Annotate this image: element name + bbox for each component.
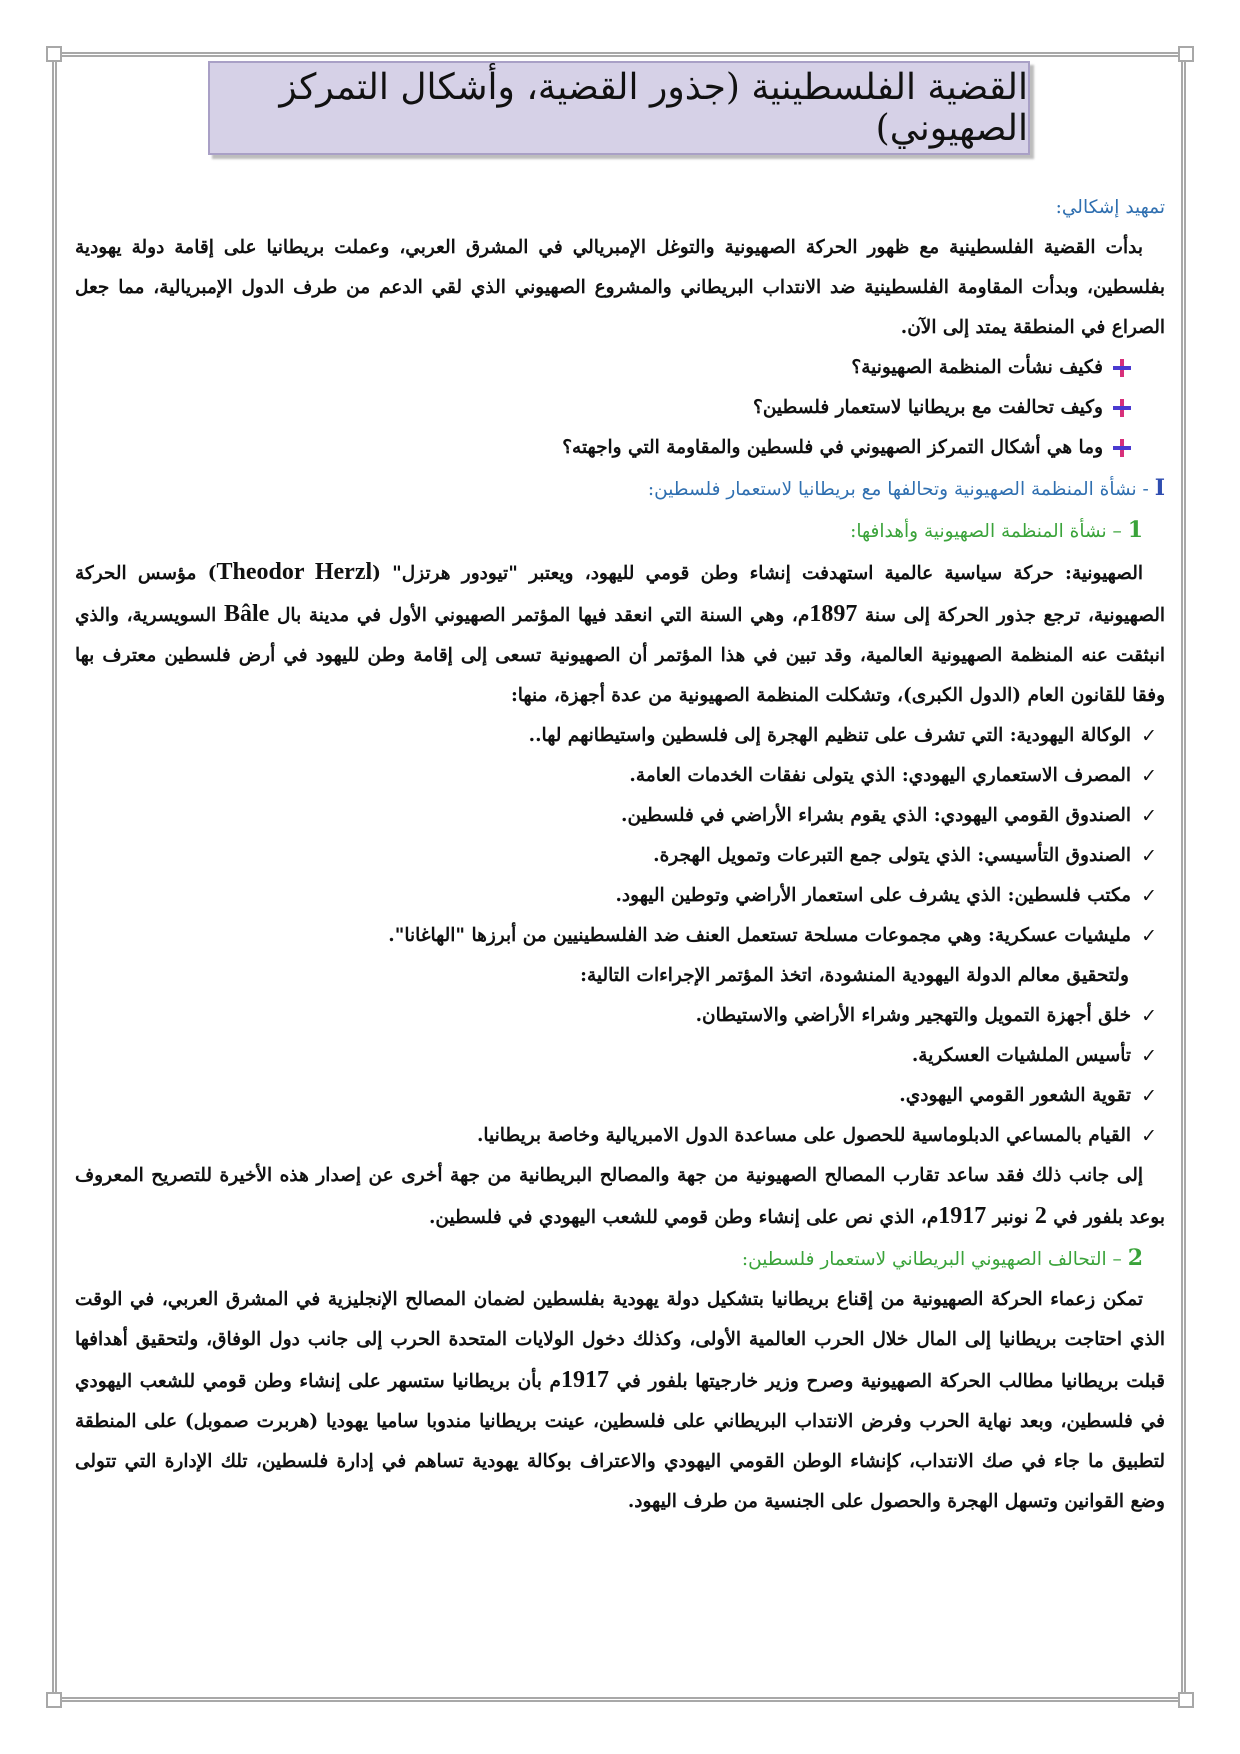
zionism-paragraph: [75, 552, 1165, 716]
balfour-paragraph: [75, 1156, 1165, 1238]
list-item-text: مكتب فلسطين: الذي يشرف على استعمار الأراضي وتوطين اليهود.: [615, 885, 1132, 906]
section-number: I: [1154, 475, 1165, 501]
cross-bullet-icon: [1113, 399, 1131, 417]
text-run: تمكن زعماء الحركة الصهيونية من إقناع بريطانيا بتشكيل دولة يهودية بفلسطين لضمان المصالح الإنجليزية في المشرق العربي، في الوقت الذي احتاجت بريطانيا إلى المال خلال الحرب العالمية الأولى، وكذلك دخول الولايات المتحدة الحرب إلى جانب دول الوفاق، ولتحقيق أهدافها قبلت بريطانيا مطالب الحركة الصهيونية وصرح وزير خارجيتها بلفور في: [75, 1289, 1166, 1392]
question-item: [75, 348, 1165, 388]
list-item: [75, 836, 1165, 876]
checkmark-icon: ✓: [1141, 925, 1157, 947]
list-item-text: مليشيات عسكرية: وهي مجموعات مسلحة تستعمل العنف ضد الفلسطينيين من أبرزها "الهاغانا".: [388, 925, 1132, 946]
subsection-heading: [75, 1238, 1165, 1280]
city-bale: Bâle: [223, 601, 270, 627]
text-run: م، وهي السنة التي انعقد فيها المؤتمر الصهيوني الأول في مدينة بال: [269, 605, 810, 626]
list-item: [75, 756, 1165, 796]
measures-intro: ولتحقيق معالم الدولة اليهودية المنشودة، اتخذ المؤتمر الإجراءات التالية:: [580, 965, 1129, 986]
frame-corner-top-right: [1178, 46, 1194, 62]
cross-bullet-icon: [1113, 359, 1131, 377]
subsection-title: – نشأة المنظمة الصهيونية وأهدافها:: [850, 521, 1122, 542]
document-body: [75, 188, 1165, 1688]
checkmark-icon: ✓: [1141, 1005, 1157, 1027]
text-run: م، الذي نص على إنشاء وطن قومي للشعب اليهودي في فلسطين.: [428, 1207, 939, 1228]
text-run: ) مؤسس الحركة الصهيونية، ترجع جذور الحركة إلى سنة: [75, 563, 1165, 626]
year-1917: 1917: [938, 1203, 987, 1229]
question-text: وما هي أشكال التمركز الصهيوني في فلسطين والمقاومة التي واجهته؟: [562, 437, 1103, 458]
day-number: 2: [1034, 1203, 1047, 1229]
list-item: [75, 1116, 1165, 1156]
page-title: القضية الفلسطينية (جذور القضية، وأشكال التمركز الصهيوني): [279, 67, 1028, 149]
list-item: [75, 1036, 1165, 1076]
list-item-text: تأسيس الملشيات العسكرية.: [911, 1045, 1132, 1066]
text-run: الصهيونية: حركة سياسية عالمية استهدفت إنشاء وطن قومي لليهود، ويعتبر "تيودور هرتزل" (: [372, 563, 1143, 584]
subsection-number: 2: [1127, 1245, 1143, 1271]
intro-paragraph: بدأت القضية الفلسطينية مع ظهور الحركة الصهيونية والتوغل الإمبريالي في المشرق العربي، وعملت بريطانيا على إقامة دولة يهودية بفلسطين، وبدأت المقاومة الفلسطينية ضد الانتداب البريطاني والمشروع الصهيوني الذي لقي الدعم من طرف الدول الإمبريالية، مما جعل الصراع في المنطقة يمتد إلى الآن.: [75, 237, 1165, 338]
checkmark-icon: ✓: [1141, 725, 1157, 747]
question-item: [75, 388, 1165, 428]
list-item-text: خلق أجهزة التمويل والتهجير وشراء الأراضي والاستيطان.: [695, 1005, 1132, 1026]
list-item: [75, 796, 1165, 836]
question-item: [75, 428, 1165, 468]
checkmark-icon: ✓: [1141, 1085, 1157, 1107]
list-item-text: المصرف الاستعماري اليهودي: الذي يتولى نفقات الخدمات العامة.: [629, 765, 1132, 786]
section-title: - نشأة المنظمة الصهيونية وتحالفها مع بريطانيا لاستعمار فلسطين:: [647, 479, 1149, 500]
checkmark-icon: ✓: [1141, 805, 1157, 827]
cross-bullet-icon: [1113, 439, 1131, 457]
frame-corner-bottom-right: [1178, 1692, 1194, 1708]
list-item-text: الصندوق القومي اليهودي: الذي يقوم بشراء الأراضي في فلسطين.: [621, 805, 1132, 826]
herzl-name: Theodor Herzl: [216, 559, 373, 585]
subsection-heading: [75, 510, 1165, 552]
checkmark-icon: ✓: [1141, 845, 1157, 867]
title-box: [208, 61, 1030, 155]
checkmark-icon: ✓: [1141, 1045, 1157, 1067]
list-item: [75, 1076, 1165, 1116]
checkmark-icon: ✓: [1141, 885, 1157, 907]
question-text: وكيف تحالفت مع بريطانيا لاستعمار فلسطين؟: [753, 397, 1103, 418]
checkmark-icon: ✓: [1141, 1125, 1157, 1147]
subsection-title: – التحالف الصهيوني البريطاني لاستعمار فلسطين:: [741, 1249, 1122, 1270]
alliance-paragraph: [75, 1280, 1165, 1522]
list-item: [75, 876, 1165, 916]
list-item-text: القيام بالمساعي الدبلوماسية للحصول على مساعدة الدول الامبريالية وخاصة بريطانيا.: [476, 1125, 1132, 1146]
section-heading: [75, 468, 1165, 510]
checkmark-icon: ✓: [1141, 765, 1157, 787]
list-item: [75, 996, 1165, 1036]
text-run: م بأن بريطانيا ستسهر على إنشاء وطن قومي للشعب اليهودي في فلسطين، وبعد نهاية الحرب وفرض الانتداب البريطاني على فلسطين، عينت بريطانيا مندوبا ساميا يهوديا (هربرت صموبل) على المنطقة لتطبيق ما جاء في صك الانتداب، كإنشاء الوطن القومي اليهودي والاعتراف بوكالة يهودية تساهم في إدارة فلسطين، تلك الإدارة التي تتولى وضع القوانين وتسهل الهجرة والحصول على الجنسية من طرف اليهود.: [75, 1371, 1165, 1512]
list-item: [75, 716, 1165, 756]
frame-corner-bottom-left: [46, 1692, 62, 1708]
frame-corner-top-left: [46, 46, 62, 62]
year-1897: 1897: [809, 601, 858, 627]
subsection-number: 1: [1127, 517, 1143, 543]
list-item-text: تقوية الشعور القومي اليهودي.: [899, 1085, 1132, 1106]
text-run: نونبر: [986, 1207, 1035, 1228]
text-run: إلى جانب ذلك فقد ساعد تقارب المصالح الصهيونية من جهة والمصالح البريطانية من جهة أخرى عن إصدار هذه الأخيرة للتصريح المعروف بوعد بلفور في: [75, 1165, 1165, 1228]
intro-heading: تمهيد إشكالي:: [1055, 197, 1165, 218]
list-item: [75, 916, 1165, 956]
question-text: فكيف نشأت المنظمة الصهيونية؟: [851, 357, 1103, 378]
year-1917: 1917: [561, 1367, 610, 1393]
list-item-text: الوكالة اليهودية: التي تشرف على تنظيم الهجرة إلى فلسطين واستيطانهم لها..: [528, 725, 1132, 746]
text-run: السويسرية، والذي انبثقت عنه المنظمة الصهيونية العالمية، وقد تبين في هذا المؤتمر أن الصهيونية تسعى إلى إقامة وطن لليهود في أرض فلسطين معترف بها وفقا للقانون العام (الدول الكبرى)، وتشكلت المنظمة الصهيونية من عدة أجهزة، منها:: [75, 605, 1165, 706]
list-item-text: الصندوق التأسيسي: الذي يتولى جمع التبرعات وتمويل الهجرة.: [653, 845, 1132, 866]
